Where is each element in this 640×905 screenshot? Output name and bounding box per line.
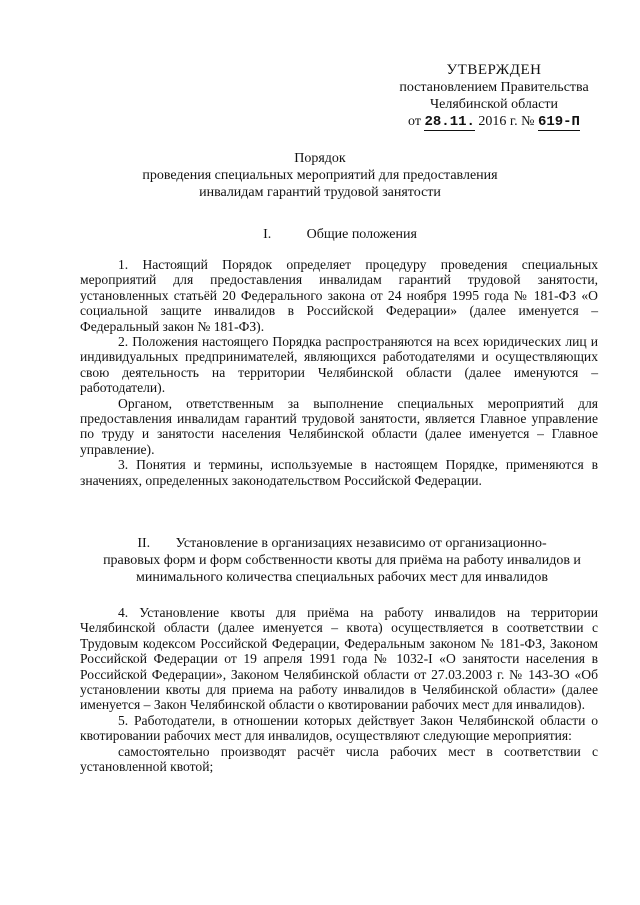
paragraph-5-item: самостоятельно производят расчёт числа рабочих мест в соответствии с установленной квотой; [80,743,598,775]
paragraph-4: 4. Установление квоты для приёма на работу инвалидов на территории Челябинской области (далее именуется – квота) осуществляется в соответствии с Трудовым кодексом Российской Федерации, Федеральным законом № 181-ФЗ, Законом Российской Федерации от 19 апреля 1991 года № 1032-I «О занятости населения в Российской Федерации», Законом Челябинской области от 27.03.2003 г. № 143-ЗО «Об установлении квоты для приема на работу инвалидов в Челябинской области» (далее именуется – Закон Челябинской области о квотировании рабочих мест для инвалидов). [80,605,598,713]
date-prefix: от [408,114,421,129]
section-1-body [80,257,598,488]
paragraph-2: 2. Положения настоящего Порядка распространяются на всех юридических лиц и индивидуальных предпринимателей, являющихся работодателями и осуществляющих свою деятельность на территории Челябинской области (далее именуются – работодатели). [80,334,598,396]
paragraph-2-continued: Органом, ответственным за выполнение специальных мероприятий для предоставления инвалидам гарантий трудовой занятости, является Главное управление по труду и занятости населения Челябинской области (далее именуется – Главное управление). [80,395,598,457]
approval-date-line [384,113,604,131]
date-filled: 28.11. [424,114,475,130]
section-1-number: I. [263,227,272,242]
section-1-title: Общие положения [306,227,417,242]
approval-stamp: УТВЕРЖДЕН [446,62,542,78]
date-year: 2016 г. № [478,114,535,129]
title-line-1: проведения специальных мероприятий для предоставления [142,168,498,183]
section-2-heading [72,535,612,586]
section-2-title-line-3: минимального количества специальных рабочих мест для инвалидов [136,570,548,585]
title-word: Порядок [294,151,346,166]
section-2-number: II. [137,536,151,551]
paragraph-5: 5. Работодатели, в отношении которых действует Закон Челябинской области о квотировании рабочих мест для инвалидов, осуществляют следующие мероприятия: [80,712,598,744]
section-2-body [80,605,598,774]
paragraph-3: 3. Понятия и термины, используемые в настоящем Порядке, применяются в значениях, определенных законодательством Российской Федерации. [80,457,598,488]
approval-line-1: постановлением Правительства [399,80,589,95]
section-2-title-line-1: Установление в организациях независимо от организационно- [175,536,547,551]
number-filled: 619-П [537,114,580,130]
approval-block [384,62,604,131]
section-2-title-line-2: правовых форм и форм собственности квоты для приёма на работу инвалидов и [103,553,581,568]
paragraph-1: 1. Настоящий Порядок определяет процедуру проведения специальных мероприятий для предоставления инвалидам гарантий трудовой занятости, установленных статьёй 20 Федерального закона от 24 ноября 1995 года № 181-ФЗ «О социальной защите инвалидов в Российской Федерации» (далее именуется – Федеральный закон № 181-ФЗ). [80,257,598,334]
approval-line-2: Челябинской области [430,97,558,112]
title-line-2: инвалидам гарантий трудовой занятости [199,185,441,200]
document-title [100,150,540,201]
section-1-heading [80,226,600,243]
